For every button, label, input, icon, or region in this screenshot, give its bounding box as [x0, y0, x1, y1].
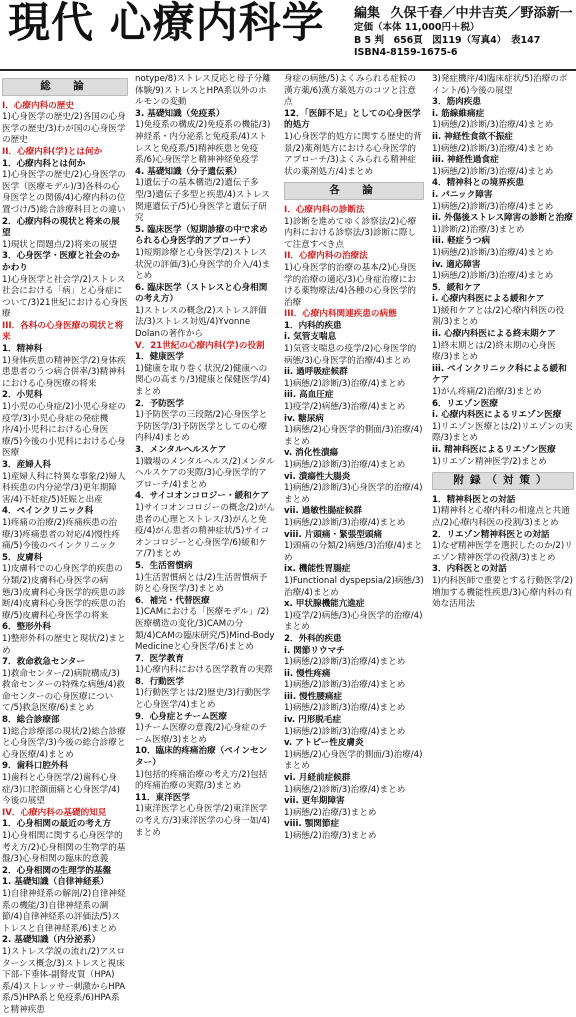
body-text: 1)病態/2)診断/3)治療/4)まとめ [432, 120, 554, 131]
body-text: 1)サイコオンコロジーの概念/2)がん患者の心理とストレス/3)がんと免疫/4)がん患者の精神症状/5)サイコオンコロジーと心身医学/6)緩和ケア/7)まとめ [135, 502, 275, 560]
subheading: ii. 神経性食欲不振症 [432, 131, 513, 142]
contents-column-3 [284, 74, 424, 854]
isbn: ISBN4-8159-1675-6 [354, 47, 458, 58]
body-text: 1)リエゾン精神医学/2)まとめ [432, 456, 547, 467]
body-text: 1)精神科と心療内科の相違点と共通点/2)心療内科医の役割/3)まとめ [432, 506, 570, 528]
subheading: x. 甲状腺機能亢進症 [284, 599, 365, 610]
chapter-heading: V．21世紀の心療内科(学)の役割 [135, 340, 265, 351]
section-heading: 各 論 [284, 182, 424, 200]
subheading: i. パニック障害 [432, 189, 493, 200]
body-text: 1)現状と問題点/2)将来の展望 [2, 239, 118, 250]
subheading: 9．心身症とチーム医療 [135, 711, 227, 722]
body-text: 1)総合診療部の現状/2)総合診療と心身医学/3)今後の総合診療と心身医療/4)まとめ [2, 726, 126, 760]
subheading: ii. 精神科医によるリエゾン医療 [432, 445, 556, 455]
contents-body [0, 74, 576, 1015]
subheading: i. 気管支喘息 [284, 332, 337, 343]
body-text: 3)発症機序/4)臨床症状/5)治療のポイント/6)今後の展望 [432, 74, 568, 96]
body-text: 1)頭痛の分類/2)病態/3)治療/4)まとめ [284, 541, 423, 563]
chapter-heading: III．各科の心身医療の現状と将来 [2, 320, 124, 343]
body-text: 1)診断/2)治療/3)まとめ [432, 224, 525, 235]
subheading: iii. 慢性腰痛症 [284, 691, 343, 702]
subheading: 3．内科医との対話 [432, 564, 507, 575]
subheading: i. 関節リウマチ [284, 645, 345, 656]
body-text: 1)小児の心身症/2)小児心身症の疫学/3)小児心身症の発症機序/4)小児科における心身医療/5)今後の小児科における心身医療 [2, 402, 126, 459]
price: 定価（本体 11,000円＋税） [354, 22, 480, 33]
body-text: 1)心身医学的治療の基本/2)心身医学的治療の適応/3)心身症治療における薬物療法/4)各種の心身医学的治療 [284, 262, 417, 308]
body-text: 1)病態/2)診断/3)治療/4)まとめ [432, 247, 554, 258]
header [0, 0, 576, 68]
subheading: 2. 基礎知識（内分泌系） [2, 935, 101, 946]
body-text: 1)歯科と心身医学/2)歯科心身症/3)口腔顔面痛と心身医学/4)今後の展望 [2, 773, 120, 807]
body-text: 1)病態/2)診断/3)治療/4)まとめ [284, 517, 406, 528]
subheading: i. 心療内科医によるリエゾン医療 [432, 410, 562, 421]
body-text: 1)病態/2)診断/3)治療/4)まとめ [432, 201, 554, 212]
subheading: 4．ペインクリニック科 [2, 506, 94, 517]
body-text: 1)病態/2)診断/3)治療/4)まとめ [284, 460, 406, 470]
body-text: 1)免疫系の構成/2)免疫系の機能/3)神経系・内分泌系と免疫系/4)ストレスと免疫系/5)精神疾患と免疫系/6)心身医学と精神神経免疫学 [135, 120, 271, 166]
section-heading: 附録（対策） [432, 472, 574, 490]
body-text: 1)リエゾン医療とは/2)リエゾンの実際/3)まとめ [432, 421, 573, 444]
body-text: 1)ストレス学説の流れ/2)アスロターシス概念/3)ストレスと視床下部-下垂体-副腎皮質（HPA)系/4)ストレッサー刺激からHPA系/5)HPA系と免疫系/6)HPA系と精神疾患 [2, 946, 126, 1015]
subheading: i. 心療内科医による緩和ケア [432, 294, 545, 305]
subheading: 1．精神科医との対話 [432, 494, 516, 505]
body-text: 1)短期診療と心身医学/2)ストレス状況の評価/3)心身医学的介入/4)まとめ [135, 247, 271, 282]
contents-column-1 [2, 74, 128, 1015]
body-text: 1)病態/2)診断/3)治療/4)まとめ [284, 784, 406, 795]
chapter-heading: III．心療内科関連疾患の病態 [284, 309, 397, 320]
body-text: 1)病態/2)診断/3)治療/4)まとめ [284, 378, 406, 389]
subheading: 3．筋肉疾患 [432, 97, 481, 108]
subheading: ix. 機能性胃腸症 [284, 564, 351, 575]
subheading: 1. 基礎知識（自律神経系） [2, 877, 109, 888]
subheading: iv. 円形脱毛症 [284, 715, 342, 726]
body-text: 1)病態/2)診断/3)治療/4)まとめ [284, 680, 406, 691]
body-text: 1)遺伝子の基本構造/2)遺伝子多型/3)遺伝子多型と疾患/4)ストレス関連遺伝子/5)心身医学と遺伝子研究 [135, 178, 270, 224]
subheading: 3．心身医学・医療と社会のかかわり [2, 251, 120, 273]
body-text: 1)包括的疼痛治療の考え方/2)包括的疼痛治療の実際/3)まとめ [135, 769, 268, 792]
body-text: 1)CAMにおける「医療モデル」/2)医療構造の変化/3)CAMの分類/4)CAMの臨床研究/5)Mind-Body Medicineと心身医学/6)まとめ [135, 607, 275, 653]
subheading: v. 消化性潰瘍 [284, 448, 339, 459]
book-title: 現代 心療内科学 [8, 0, 325, 47]
body-text: 1)皮膚科での心身医学的疾患の分類/2)皮膚科心身医学の病態/3)皮膚科心身医学的疾患の診断/4)皮膚科心身医学的疾患の治療/5)皮膚科心身医学の将来 [2, 564, 126, 621]
subheading: 2．リエゾン精神科医との対話 [432, 529, 550, 540]
subheading: 8．行動医学 [135, 676, 184, 687]
body-text: 1)緩和ケアとは/2)心療内科医の役割/3)まとめ [432, 305, 565, 328]
body-text: 身症の病態/5)よくみられる症候の漢方薬/6)漢方薬処方のコツと注意点 [284, 74, 417, 108]
body-text: 1)病態/2)診断/3)心身医学的治療/4)まとめ [284, 483, 423, 505]
subheading: 6．補完・代替医療 [135, 595, 210, 606]
subheading: 1．心療内科とは何か [2, 158, 86, 169]
subheading: ii. 過呼吸症候群 [284, 367, 348, 378]
subheading: 6．整形外科 [2, 622, 51, 633]
header-rule [0, 69, 576, 71]
subheading: 1．内科的疾患 [284, 320, 342, 331]
editors-label: 編集 [354, 6, 381, 21]
body-text: 1)病態/2)診断/3)治療/4)まとめ [284, 657, 406, 668]
body-text: 1)自律神経系の解剖/2)自律神経系の機能/3)自律神経系の調節/4)自律神経系の評価法/5)ストレスと自律神経系/6)まとめ [2, 888, 126, 934]
body-text: 1)生活習慣病とは/2)生活習慣病予防と心身医学/3)まとめ [135, 572, 268, 595]
body-text: 1)病態/2)心身医学的側面/3)治療/4)まとめ [284, 425, 423, 447]
chapter-heading: II．心療内科(学)とは何か [2, 146, 103, 157]
body-text: 1)気管支喘息の疫学/2)心身医学的病態/3)心身医学的治療/4)まとめ [284, 344, 417, 366]
body-text: 1)疼痛の治療/2)疼痛疾患の治療/3)疼痛患者の対応/4)慢性疼痛/5)今後のペインクリニック [2, 517, 120, 552]
editors-line [354, 2, 573, 21]
subheading: 5．皮膚科 [2, 552, 43, 563]
contents-column-2 [135, 74, 275, 854]
body-text: 1)終末期とは/2)終末期の心身医療/3)まとめ [432, 340, 556, 363]
subheading: iv. 適応障害 [432, 259, 481, 270]
subheading: 2．小児科 [2, 390, 43, 401]
body-text: 1)東洋医学と心身医学/2)東洋医学の考え方/3)東洋医学の心身一如/4)まとめ [135, 804, 271, 838]
body-text: 1)健康を取り巻く状況/2)健康への関心の高まり/3)健康と保健医学/4)まとめ [135, 363, 271, 398]
subheading: iii. 神経性過食症 [432, 155, 499, 166]
body-text: 1)病態/2)診断/3)治療/4)まとめ [432, 166, 554, 177]
subheading: v. アトピー性皮膚炎 [284, 738, 364, 749]
section-heading: 総 論 [2, 78, 128, 96]
subheading: iii. 軽症うつ病 [432, 236, 491, 247]
subheading: ii. 慢性疼痛 [284, 668, 331, 679]
subheading: 5．生活習慣病 [135, 560, 193, 571]
subheading: iii. 高血圧症 [284, 390, 334, 401]
subheading: 11．東洋医学 [135, 792, 190, 803]
body-text: 1)病態/2)治療/3)まとめ [284, 831, 377, 841]
body-text: 1)心身医学の歴史/2)各国の心身医学の歴史/3)わが国の心身医学の歴史 [2, 112, 126, 146]
body-text: 1)心療内科における医学教育の実際 [135, 665, 273, 676]
chapter-heading: II．心療内科の治療法 [284, 251, 368, 262]
body-text: 1)病態/2)診断/3)治療/4)まとめ [284, 726, 406, 737]
body-text: 1)心身相関に関する心身医学的考え方/2)心身相関の生物学的基盤/3)心身相関の臨床的意義 [2, 831, 126, 865]
subheading: 2．心身相関の生理学的基盤 [2, 865, 112, 876]
subheading: 7．医学教育 [135, 653, 184, 664]
subheading: 5．緩和ケア [432, 282, 481, 293]
body-text: 1)病態/2)治療/3)まとめ [284, 807, 377, 818]
body-text: 1)病態/2)診断/3)治療/4)まとめ [432, 271, 554, 282]
subheading: 1．心身相関の最近の考え方 [2, 819, 112, 830]
body-text: 1)ストレスの概念/2)ストレス評価法/3)ストレス対処/4)Yvonne Dolanの著作から [135, 305, 267, 340]
subheading: vi. 月経前症候群 [284, 773, 351, 784]
subheading: 3. 基礎知識（免疫系） [135, 108, 225, 119]
body-text: 1)病態/2)心身医学的側面/3)治療/4)まとめ [284, 749, 423, 772]
subheading: ii. 心療内科医による終末期ケア [432, 329, 556, 340]
body-text: notype/8)ストレス反応と母子分離体験/9)ストレスとHPA系以外のホルモンの変動 [135, 74, 271, 108]
body-text: 1)なぜ精神医学を選択したのか/2)リエゾン精神医学の役割/3)まとめ [432, 541, 573, 563]
body-text: 1)行動医学とは/2)歴史/3)行動医学と心身医学/4)まとめ [135, 688, 271, 711]
book-specs [354, 22, 540, 60]
subheading: 5. 臨床医学（短期診療の中で求められる心身医学的アプローチ） [135, 224, 268, 247]
body-text: 1)救命センター/2)病院構成/3)救命センターの特殊な病態/4)救命センターの心身医療について/5)救急医療/6)まとめ [2, 668, 126, 714]
body-text: 1)産婦人科に特異な事象/2)婦人科疾患の内分泌学/3)更年期障害/4)不妊症/5)妊娠と出産 [2, 471, 126, 505]
subheading: iv. 糖尿病 [284, 413, 324, 424]
subheading: 6. 臨床医学（ストレスと心身相関の考え方） [135, 282, 268, 305]
subheading: 2．外科的疾患 [284, 633, 342, 644]
body-text: 1)診断を進めてゆく診察法/2)心療内科における診察法/3)診断に際して注意すべき点 [284, 216, 417, 250]
editors-names: 久保千春／中井吉英／野添新一 [390, 6, 573, 21]
body-text: 1)病態/2)診断/3)治療/4)まとめ [284, 703, 406, 714]
subheading: vi. 潰瘍性大腸炎 [284, 471, 351, 482]
subheading: 4．サイコオンコロジー・緩和ケア [135, 491, 269, 502]
subheading: 1．精神科 [2, 344, 43, 355]
subheading: viii. 顎関節症 [284, 819, 340, 830]
subheading: viii. 片頭痛・緊張型頭痛 [284, 529, 383, 540]
body-text: 1)心身医学的処方に関する歴史的背景/2)薬剤処方における心身医学的アプローチ/3)よくみられる精神症状の薬剤処方/4)まとめ [284, 131, 422, 177]
subheading: 3．産婦人科 [2, 460, 51, 470]
body-text: 1)心身医学と社会学/2)ストレス社会における「病」と心身症について/3)21世紀における心身医療 [2, 274, 128, 320]
subheading: 7．救命救急センター [2, 657, 85, 668]
body-text: 1)病態/2)診断/3)治療/4)まとめ [432, 143, 554, 154]
subheading: i. 筋線維痛症 [432, 108, 485, 119]
subheading: iii. ペインクリニック科による緩和ケア [432, 363, 567, 386]
contents-column-4 [432, 74, 574, 854]
body-text: 1)身体疾患の精神医学/2)身体疾患患者のうつ病合併率/3)精神科における心身医療の将来 [2, 355, 126, 389]
body-text: 1)整形外科の歴史と現状/2)まとめ [2, 633, 126, 656]
subheading: 2．心療内科の現状と将来の展望 [2, 216, 120, 239]
subheading: 8．総合診療部 [2, 715, 60, 726]
subheading: vii. 更年期障害 [284, 796, 345, 807]
chapter-heading: I．心療内科の歴史 [2, 100, 74, 111]
body-text: 1)疫学/2)病態/3)治療/4)まとめ [284, 402, 406, 413]
body-text: 1)心身医学の歴史/2)心身医学の医学（医療モデル)/3)各科の心身医学との関係/4)心療内科の位置づけ/5)総合診療科目との違い [2, 170, 126, 215]
subheading: 4．精神科との境界疾患 [432, 178, 524, 189]
subheading: 10．臨床的疼痛治療（ペインセンター） [135, 746, 268, 769]
subheading: 9．歯科口腔外科 [2, 761, 69, 772]
body-text: 1)予防医学の三段階/2)心身医学と予防医学/3)予防医学としての心療内科/4)まとめ [135, 410, 268, 444]
body-text: 1)職場のメンタルヘルス/2)メンタルヘルスケアの実際/3)心身医学的アプローチ/4)まとめ [135, 456, 275, 490]
subheading: vii. 過敏性腸症候群 [284, 506, 362, 517]
subheading: ii. 外傷後ストレス障害の診断と治療 [432, 213, 573, 224]
subheading: 6．リエゾン医療 [432, 398, 498, 409]
subheading: 3．メンタルヘルスケア [135, 445, 227, 455]
chapter-heading: I．心療内科の診断法 [284, 204, 365, 215]
subheading: 4. 基礎知識（分子遺伝系） [135, 166, 242, 177]
body-text: 1)疫学/2)病態/3)心身医学的治療/4)まとめ [284, 610, 423, 633]
subheading: 12．「医師不足」としての心身医学的処方 [284, 108, 421, 131]
subheading: 2．予防医学 [135, 398, 184, 409]
body-text: 1)Functional dyspepsia/2)病態/3)治療/4)まとめ [284, 575, 424, 598]
format: B 5 判 656頁 図119（写真4） 表147 [354, 34, 541, 46]
body-text: 1)がん疼痛/2)治療/3)まとめ [432, 387, 542, 398]
body-text: 1)内科医師で重要とする行動医学/2)増加する機能性疾患/3)心療内科の有効な活用法 [432, 575, 573, 610]
chapter-heading: IV．心療内科の基礎的知見 [2, 807, 107, 818]
subheading: 1．健康医学 [135, 352, 184, 363]
body-text: 1)チーム医療の意義/2)心身症のチーム医療/3)まとめ [135, 723, 268, 745]
